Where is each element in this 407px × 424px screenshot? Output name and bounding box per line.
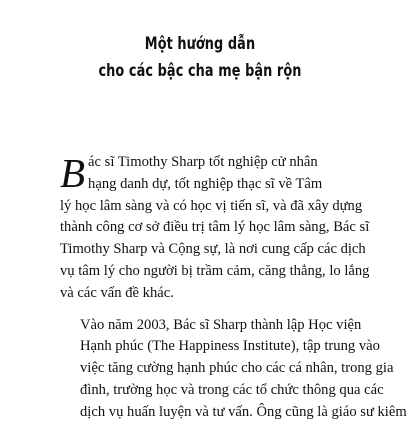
paragraph-1-line: Timothy Sharp và Cộng sự, là nơi cung cấp các dịch bbox=[60, 241, 366, 258]
paragraph-2-line: Vào năm 2003, Bác sĩ Sharp thành lập Học viện bbox=[80, 316, 362, 333]
paragraph-2-line: dịch vụ huấn luyện và tư vấn. Ông cũng là giáo sư kiêm bbox=[80, 403, 407, 420]
paragraph-1-line: hạng danh dự, tốt nghiệp thạc sĩ về Tâm bbox=[88, 175, 323, 192]
paragraph-2-line: đình, trường học và trong các tổ chức thông qua các bbox=[80, 381, 384, 398]
paragraph-1-line: lý học lâm sàng và có học vị tiến sĩ, và đã xây dựng bbox=[60, 197, 363, 214]
heading-line-1: Một hướng dẫn bbox=[144, 34, 256, 53]
paragraph-2-line: Hạnh phúc (The Happiness Institute), tập trung vào bbox=[80, 338, 380, 355]
paragraph-1-line: thành công cơ sở điều trị tâm lý học lâm sàng, Bác sĩ bbox=[60, 219, 370, 236]
heading-line-2: cho các bậc cha mẹ bận rộn bbox=[98, 61, 302, 80]
paragraph-2-line: việc tăng cường hạnh phúc cho các cá nhân, trong gia bbox=[80, 360, 394, 377]
paragraph-1-line: vụ tâm lý cho người bị trầm cảm, căng thẳng, lo lắng bbox=[60, 262, 370, 279]
paragraph-1-line: ác sĩ Timothy Sharp tốt nghiệp cử nhân bbox=[88, 154, 318, 170]
paragraph-1 bbox=[60, 152, 376, 305]
paragraph-1-line: và các vấn đề khác. bbox=[60, 284, 174, 301]
drop-cap: B bbox=[60, 150, 86, 196]
body-text bbox=[60, 150, 407, 424]
paragraph-2 bbox=[60, 315, 407, 424]
chapter-heading bbox=[0, 30, 400, 84]
